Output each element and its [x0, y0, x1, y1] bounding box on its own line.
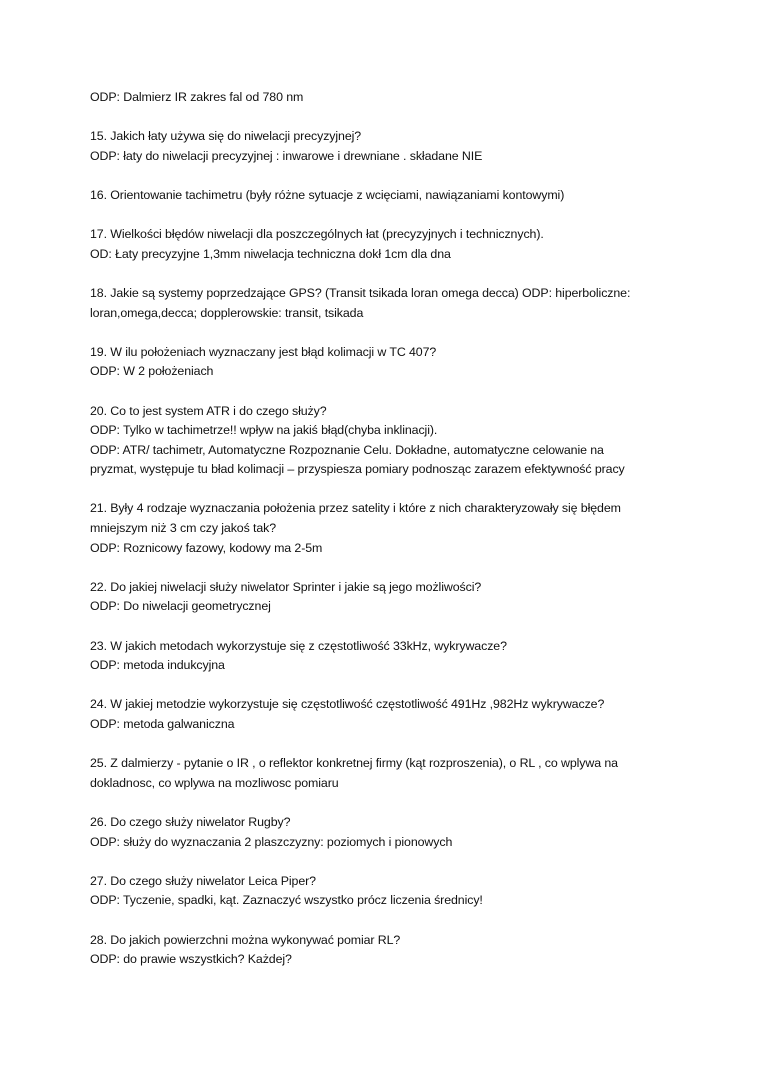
answer-line: ODP: W 2 położeniach [90, 364, 214, 379]
question-line: 28. Do jakich powierzchni można wykonywać pomiar RL? [90, 932, 401, 947]
qa-block-16 [90, 186, 670, 206]
text-line: ODP: Dalmierz IR zakres fal od 780 nm [90, 90, 304, 104]
question-line: 25. Z dalmierzy - pytanie o IR , o reflektor konkretnej firmy (kąt rozproszenia), o RL , co wplywa na [90, 756, 618, 771]
answer-line: pryzmat, występuje tu bład kolimacji – przyspiesza pomiary podnosząc zarazem efektywność pracy [90, 462, 625, 477]
question-line: 26. Do czego służy niwelator Rugby? [90, 814, 291, 829]
answer-line: ODP: Do niwelacji geometrycznej [90, 599, 271, 614]
answer-line: ODP: do prawie wszystkich? Każdej? [90, 952, 292, 967]
question-line: 23. W jakich metodach wykorzystuje się z częstotliwość 33kHz, wykrywacze? [90, 638, 507, 653]
question-line: 16. Orientowanie tachimetru (były różne sytuacje z wcięciami, nawiązaniami kontowymi) [90, 187, 565, 202]
question-line: 19. W ilu położeniach wyznaczany jest błąd kolimacji w TC 407? [90, 344, 437, 359]
answer-line: loran,omega,decca; dopplerowskie: transit, tsikada [90, 305, 364, 320]
answer-line: ODP: Tylko w tachimetrze!! wpływ na jakiś błąd(chyba inklinacji). [90, 423, 438, 438]
qa-block-28 [90, 931, 670, 970]
question-line: 15. Jakich łaty używa się do niwelacji precyzyjnej? [90, 129, 362, 144]
qa-block-20 [90, 402, 670, 480]
answer-line: ODP: ATR/ tachimetr, Automatyczne Rozpoznanie Celu. Dokładne, automatyczne celowanie na [90, 442, 604, 457]
answer-line: ODP: metoda galwaniczna [90, 717, 235, 731]
qa-block-26 [90, 813, 670, 852]
question-line: 18. Jakie są systemy poprzedzające GPS? (Transit tsikada loran omega decca) ODP: hiperboliczne: [90, 285, 631, 300]
qa-block-18 [90, 284, 670, 323]
question-line: mniejszym niż 3 cm czy jakoś tak? [90, 521, 277, 536]
question-line: 21. Były 4 rodzaje wyznaczania położenia przez satelity i które z nich charakteryzowały się błędem [90, 501, 621, 516]
qa-block-27 [90, 872, 670, 911]
qa-block-22 [90, 578, 670, 617]
qa-block-23 [90, 637, 670, 676]
question-line: 27. Do czego służy niwelator Leica Piper? [90, 873, 316, 888]
qa-block-15 [90, 127, 670, 166]
answer-line: ODP: łaty do niwelacji precyzyjnej : inwarowe i drewniane . składane NIE [90, 148, 483, 163]
answer-line: ODP: służy do wyznaczania 2 plaszczyzny: poziomych i pionowych [90, 834, 453, 849]
answer-line: ODP: metoda indukcyjna [90, 658, 225, 673]
question-line: 20. Co to jest system ATR i do czego służy? [90, 403, 327, 418]
qa-block-19 [90, 343, 670, 382]
qa-block-21 [90, 499, 670, 558]
question-line: 17. Wielkości błędów niwelacji dla poszczególnych łat (precyzyjnych i technicznych). [90, 227, 544, 242]
document-page [90, 88, 670, 989]
qa-block-24 [90, 695, 670, 734]
question-line: 24. W jakiej metodzie wykorzystuje się częstotliwość częstotliwość 491Hz ,982Hz wykrywacze? [90, 697, 605, 712]
qa-block-17 [90, 225, 670, 264]
answer-line: OD: Łaty precyzyjne 1,3mm niwelacja techniczna dokł 1cm dla dna [90, 246, 451, 261]
answer-line: ODP: Tyczenie, spadki, kąt. Zaznaczyć wszystko prócz liczenia średnicy! [90, 893, 483, 908]
question-line: 22. Do jakiej niwelacji służy niwelator Sprinter i jakie są jego możliwości? [90, 579, 482, 594]
answer-line: ODP: Roznicowy fazowy, kodowy ma 2-5m [90, 540, 323, 555]
qa-block-25 [90, 754, 670, 793]
question-line: dokladnosc, co wplywa na mozliwosc pomiaru [90, 775, 339, 790]
qa-block-odp-dalmierz [90, 88, 670, 108]
